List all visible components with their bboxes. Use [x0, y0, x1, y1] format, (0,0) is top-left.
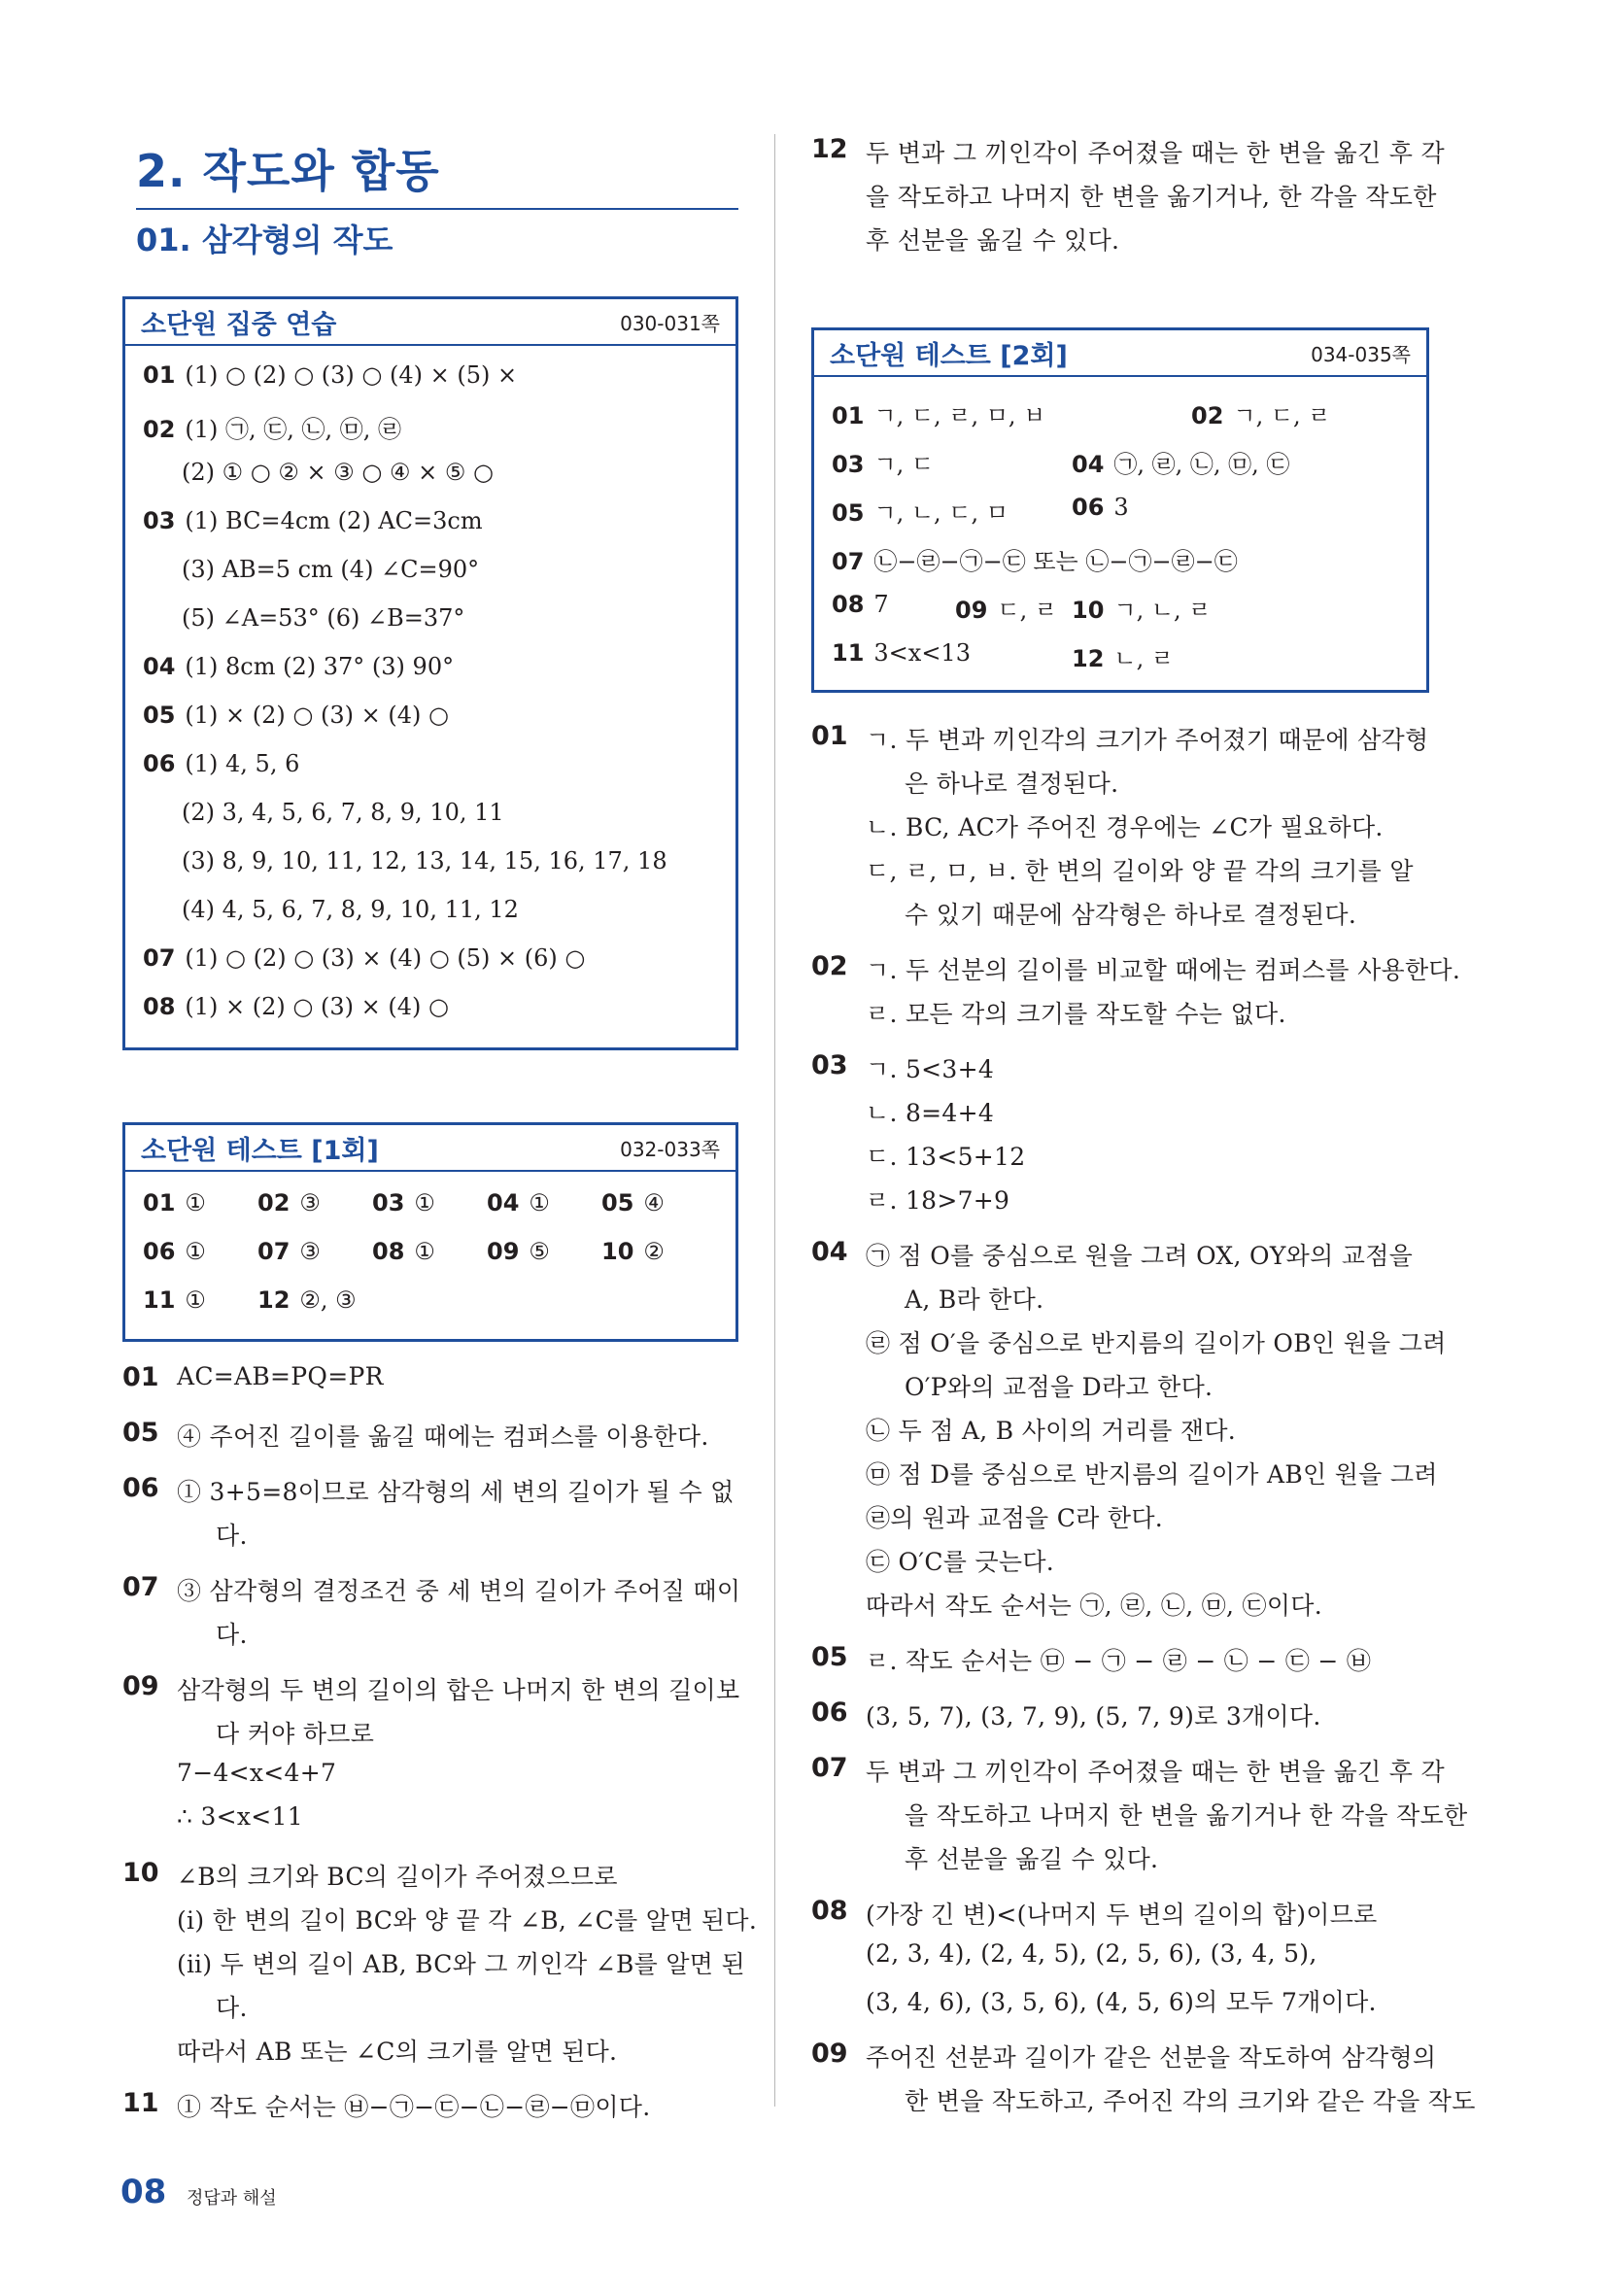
answer-text: ㄱ, ㄷ, ㄹ, ㅁ, ㅂ [873, 402, 1046, 429]
answer-item [372, 1238, 435, 1265]
question-number: 04 [487, 1189, 520, 1217]
explanation-line: 다. [216, 1621, 248, 1649]
answer-text: ㄱ, ㄷ [873, 451, 935, 478]
explanation-line: 주어진 선분과 길이가 같은 선분을 작도하여 삼각형의 [866, 2043, 1437, 2072]
explanation-line: AC=AB=PQ=PR [177, 1362, 384, 1390]
explanation-line: ㄱ. 두 선분의 길이를 비교할 때에는 컴퍼스를 사용한다. [866, 956, 1461, 984]
explanation-line: 한 변을 작도하고, 주어진 각의 크기와 같은 각을 작도 [905, 2087, 1476, 2115]
answer-text: ① [414, 1238, 435, 1265]
answer-row [182, 847, 667, 874]
question-number: 10 [1072, 597, 1105, 624]
explanation-number: 01 [122, 1362, 159, 1392]
test2-box-title: 소단원 테스트 [2회] [830, 340, 1068, 371]
answer-text: (5) ∠A=53° (6) ∠B=37° [182, 604, 465, 632]
answer-item [832, 639, 971, 667]
explanation-line: ① 작도 순서는 ㉥−㉠−㉢−㉡−㉣−㉤이다. [177, 2093, 651, 2121]
answer-text: ㉡−㉣−㉠−㉢ 또는 ㉡−㉠−㉣−㉢ [873, 548, 1238, 575]
explanation-number: 05 [811, 1642, 848, 1672]
question-number: 11 [143, 1286, 176, 1314]
answer-text: ① [414, 1189, 435, 1217]
question-number: 08 [143, 993, 176, 1020]
explanation-line: ㉤ 점 D를 중심으로 반지름의 길이가 AB인 원을 그려 [866, 1460, 1438, 1489]
explanation-number: 07 [122, 1572, 159, 1602]
answer-item [257, 1286, 357, 1314]
answer-text: ① [185, 1286, 206, 1314]
answer-item [832, 542, 1238, 576]
answer-row [143, 944, 585, 972]
answer-text: ㄱ, ㄴ, ㄹ [1113, 597, 1212, 624]
answer-item [487, 1238, 550, 1265]
answer-text: (1) 4, 5, 6 [185, 750, 300, 777]
answer-item [832, 591, 889, 618]
explanation-line: 수 있기 때문에 삼각형은 하나로 결정된다. [905, 901, 1357, 929]
answer-item [1072, 494, 1129, 521]
explanation-number: 05 [122, 1418, 159, 1448]
explanation-line: ㄹ. 모든 각의 크기를 작도할 수는 없다. [866, 1000, 1286, 1028]
question-number: 07 [143, 944, 176, 972]
practice-box-pages: 030-031쪽 [620, 311, 720, 335]
question-number: 05 [601, 1189, 634, 1217]
explanation-line: ㄹ. 작도 순서는 ㉤ − ㉠ − ㉣ − ㉡ − ㉢ − ㉥ [866, 1647, 1372, 1675]
question-number: 06 [143, 1238, 176, 1265]
answer-text: ㄴ, ㄹ [1113, 645, 1175, 672]
answer-item [143, 1238, 206, 1265]
explanation-line: 을 작도하고 나머지 한 변을 옮기거나 한 각을 작도한 [905, 1801, 1468, 1830]
answer-row [182, 459, 494, 486]
explanation-line: ㉣의 원과 교점을 C라 한다. [866, 1504, 1164, 1532]
question-number: 01 [832, 402, 865, 429]
practice-box-header [125, 299, 735, 346]
answer-text: 7 [873, 591, 889, 618]
explanation-line: 다 커야 하므로 [216, 1720, 375, 1748]
explanation-number: 07 [811, 1753, 848, 1783]
question-number: 07 [832, 548, 865, 575]
answer-item [257, 1189, 321, 1217]
question-number: 06 [143, 750, 176, 777]
explanation-line: A, B라 한다. [905, 1285, 1044, 1314]
answer-item [832, 445, 934, 479]
answer-text: ③ [299, 1238, 321, 1265]
explanation-line: (2, 3, 4), (2, 4, 5), (2, 5, 6), (3, 4, 5), [866, 1939, 1317, 1968]
explanation-line: ∠B의 크기와 BC의 길이가 주어졌으므로 [177, 1863, 618, 1891]
question-number: 08 [832, 591, 865, 618]
question-number: 02 [143, 416, 176, 443]
answer-text: ③ [299, 1189, 321, 1217]
answer-item [1072, 445, 1289, 479]
question-number: 03 [372, 1189, 405, 1217]
test2-answer-box [811, 327, 1429, 693]
answer-text: (1) ㉠, ㉢, ㉡, ㉤, ㉣ [185, 416, 402, 443]
explanation-line: 후 선분을 옮길 수 있다. [905, 1845, 1159, 1873]
answer-text: (2) 3, 4, 5, 6, 7, 8, 9, 10, 11 [182, 799, 504, 826]
explanation-line: ㄷ. 13<5+12 [866, 1143, 1026, 1171]
question-number: 06 [1072, 494, 1105, 521]
test1-box-header [125, 1125, 735, 1172]
answer-text: 3<x<13 [873, 639, 971, 667]
answer-row [182, 896, 519, 923]
explanation-number: 11 [122, 2088, 159, 2118]
explanation-line: ㄴ. 8=4+4 [866, 1099, 995, 1127]
question-number: 03 [143, 507, 176, 534]
answer-item [372, 1189, 435, 1217]
explanation-number: 12 [811, 134, 848, 164]
answer-row [143, 702, 449, 729]
question-number: 01 [143, 1189, 176, 1217]
page-number: 08 [120, 2173, 167, 2211]
explanation-line: 따라서 작도 순서는 ㉠, ㉣, ㉡, ㉤, ㉢이다. [866, 1592, 1322, 1620]
answer-text: ① [185, 1189, 206, 1217]
question-number: 09 [487, 1238, 520, 1265]
test2-box-pages: 034-035쪽 [1311, 342, 1411, 366]
chapter-title: 2. 작도와 합동 [136, 136, 738, 210]
answer-item [601, 1189, 665, 1217]
question-number: 08 [372, 1238, 405, 1265]
question-number: 05 [143, 702, 176, 729]
answer-item [832, 494, 1009, 528]
answer-text: (4) 4, 5, 6, 7, 8, 9, 10, 11, 12 [182, 896, 519, 923]
answer-text: ② [643, 1238, 665, 1265]
answer-text: (1) ○ (2) ○ (3) × (4) ○ (5) × (6) ○ [185, 944, 586, 972]
answer-text: (3) 8, 9, 10, 11, 12, 13, 14, 15, 16, 17, 18 [182, 847, 667, 874]
answer-text: (1) ○ (2) ○ (3) ○ (4) × (5) × [185, 361, 518, 389]
test1-box-pages: 032-033쪽 [620, 1137, 720, 1161]
question-number: 11 [832, 639, 865, 667]
explanation-line: 다. [216, 1522, 248, 1550]
answer-row [182, 604, 464, 632]
question-number: 04 [1072, 451, 1105, 478]
answer-text: ㄱ, ㄷ, ㄹ [1233, 402, 1331, 429]
explanation-number: 04 [811, 1237, 848, 1267]
answer-text: 3 [1113, 494, 1129, 521]
question-number: 01 [143, 361, 176, 389]
explanation-number: 06 [122, 1473, 159, 1503]
explanation-number: 03 [811, 1050, 848, 1080]
answer-text: (1) 8cm (2) 37° (3) 90° [185, 653, 455, 680]
explanation-number: 08 [811, 1896, 848, 1926]
section-title: 01. 삼각형의 작도 [136, 222, 393, 258]
explanation-line: (3, 5, 7), (3, 7, 9), (5, 7, 9)로 3개이다. [866, 1702, 1321, 1731]
question-number: 03 [832, 451, 865, 478]
explanation-line: ㄱ. 두 변과 끼인각의 크기가 주어졌기 때문에 삼각형 [866, 726, 1429, 754]
practice-box-title: 소단원 집중 연습 [141, 309, 337, 340]
footer-label: 정답과 해설 [187, 2188, 277, 2209]
answer-row [143, 361, 517, 389]
question-number: 02 [1191, 402, 1224, 429]
explanation-line: ㉡ 두 점 A, B 사이의 거리를 잰다. [866, 1417, 1237, 1445]
explanation-line: ∴ 3<x<11 [177, 1802, 303, 1831]
explanation-line: ① 3+5=8이므로 삼각형의 세 변의 길이가 될 수 없 [177, 1478, 735, 1506]
answer-row [143, 993, 449, 1020]
practice-answer-box [122, 296, 738, 1050]
answer-item [1072, 591, 1211, 625]
question-number: 04 [143, 653, 176, 680]
answer-text: (1) × (2) ○ (3) × (4) ○ [185, 702, 449, 729]
explanation-line: ㄷ, ㄹ, ㅁ, ㅂ. 한 변의 길이와 양 끝 각의 크기를 알 [866, 857, 1414, 885]
explanation-line: 다. [216, 1994, 248, 2022]
answer-row [182, 799, 504, 826]
answer-row [182, 556, 479, 583]
answer-item [832, 396, 1045, 430]
explanation-line: ㉣ 점 O′을 중심으로 반지름의 길이가 OB인 원을 그려 [866, 1329, 1447, 1357]
answer-item [143, 1286, 206, 1314]
explanation-line: (가장 긴 변)<(나머지 두 변의 길이의 합)이므로 [866, 1901, 1378, 1929]
explanation-line: 삼각형의 두 변의 길이의 합은 나머지 한 변의 길이보 [177, 1676, 740, 1704]
question-number: 12 [1072, 645, 1105, 672]
answer-text: ㉠, ㉣, ㉡, ㉤, ㉢ [1113, 451, 1290, 478]
answer-text: (1) × (2) ○ (3) × (4) ○ [185, 993, 449, 1020]
test1-box-title: 소단원 테스트 [1회] [141, 1135, 379, 1166]
answer-row [143, 410, 401, 444]
explanation-line: ③ 삼각형의 결정조건 중 세 변의 길이가 주어질 때이 [177, 1577, 741, 1605]
answer-item [1191, 396, 1330, 430]
answer-row [143, 653, 454, 680]
question-number: 02 [257, 1189, 291, 1217]
explanation-line: ㄱ. 5<3+4 [866, 1055, 995, 1083]
explanation-line: 7−4<x<4+7 [177, 1759, 337, 1787]
explanation-number: 10 [122, 1858, 159, 1888]
explanation-line: ㉢ O′C를 긋는다. [866, 1548, 1055, 1576]
answer-text: (1) BC=4cm (2) AC=3cm [185, 507, 483, 534]
answer-item [143, 1189, 206, 1217]
answer-item [1072, 639, 1174, 673]
answer-text: ㄷ, ㄹ [997, 597, 1058, 624]
answer-row [143, 750, 299, 777]
answer-text: ① [185, 1238, 206, 1265]
answer-text: ㄱ, ㄴ, ㄷ, ㅁ [873, 499, 1009, 527]
explanation-number: 09 [122, 1671, 159, 1701]
explanation-line: (3, 4, 6), (3, 5, 6), (4, 5, 6)의 모두 7개이다. [866, 1988, 1377, 2016]
question-number: 05 [832, 499, 865, 527]
explanation-number: 01 [811, 721, 848, 751]
explanation-number: 06 [811, 1697, 848, 1728]
answer-text: ① [529, 1189, 550, 1217]
answer-text: ④ [643, 1189, 665, 1217]
explanation-line: ㄹ. 18>7+9 [866, 1186, 1010, 1215]
explanation-line: 따라서 AB 또는 ∠C의 크기를 알면 된다. [177, 2038, 618, 2066]
explanation-line: ④ 주어진 길이를 옮길 때에는 컴퍼스를 이용한다. [177, 1422, 709, 1451]
explanation-line: O′P와의 교점을 D라고 한다. [905, 1373, 1214, 1401]
question-number: 10 [601, 1238, 634, 1265]
explanation-line: (ⅰ) 한 변의 길이 BC와 양 끝 각 ∠B, ∠C를 알면 된다. [177, 1906, 758, 1935]
test1-answer-box [122, 1122, 738, 1342]
explanation-number: 09 [811, 2039, 848, 2069]
answer-text: ⑤ [529, 1238, 550, 1265]
answer-row [143, 507, 483, 534]
explanation-line: 을 작도하고 나머지 한 변을 옮기거나, 한 각을 작도한 [866, 183, 1437, 211]
answer-item [955, 591, 1057, 625]
explanation-line: ㉠ 점 O를 중심으로 원을 그려 OX, OY와의 교점을 [866, 1242, 1414, 1270]
test2-box-header [814, 330, 1426, 377]
answer-item [601, 1238, 665, 1265]
explanation-number: 02 [811, 951, 848, 981]
explanation-line: 두 변과 그 끼인각이 주어졌을 때는 한 변을 옮긴 후 각 [866, 1758, 1445, 1786]
answer-text: (3) AB=5 cm (4) ∠C=90° [182, 556, 480, 583]
answer-item [257, 1238, 321, 1265]
question-number: 09 [955, 597, 988, 624]
question-number: 12 [257, 1286, 291, 1314]
answer-text: (2) ① ○ ② × ③ ○ ④ × ⑤ ○ [182, 459, 494, 486]
explanation-line: 두 변과 그 끼인각이 주어졌을 때는 한 변을 옮긴 후 각 [866, 139, 1445, 167]
explanation-line: 은 하나로 결정된다. [905, 770, 1119, 798]
explanation-line: (ⅱ) 두 변의 길이 AB, BC와 그 끼인각 ∠B를 알면 된 [177, 1950, 745, 1978]
answer-item [487, 1189, 550, 1217]
answer-text: ②, ③ [299, 1286, 357, 1314]
question-number: 07 [257, 1238, 291, 1265]
column-divider [774, 134, 775, 2107]
explanation-line: 후 선분을 옮길 수 있다. [866, 226, 1120, 255]
explanation-line: ㄴ. BC, AC가 주어진 경우에는 ∠C가 필요하다. [866, 813, 1384, 841]
